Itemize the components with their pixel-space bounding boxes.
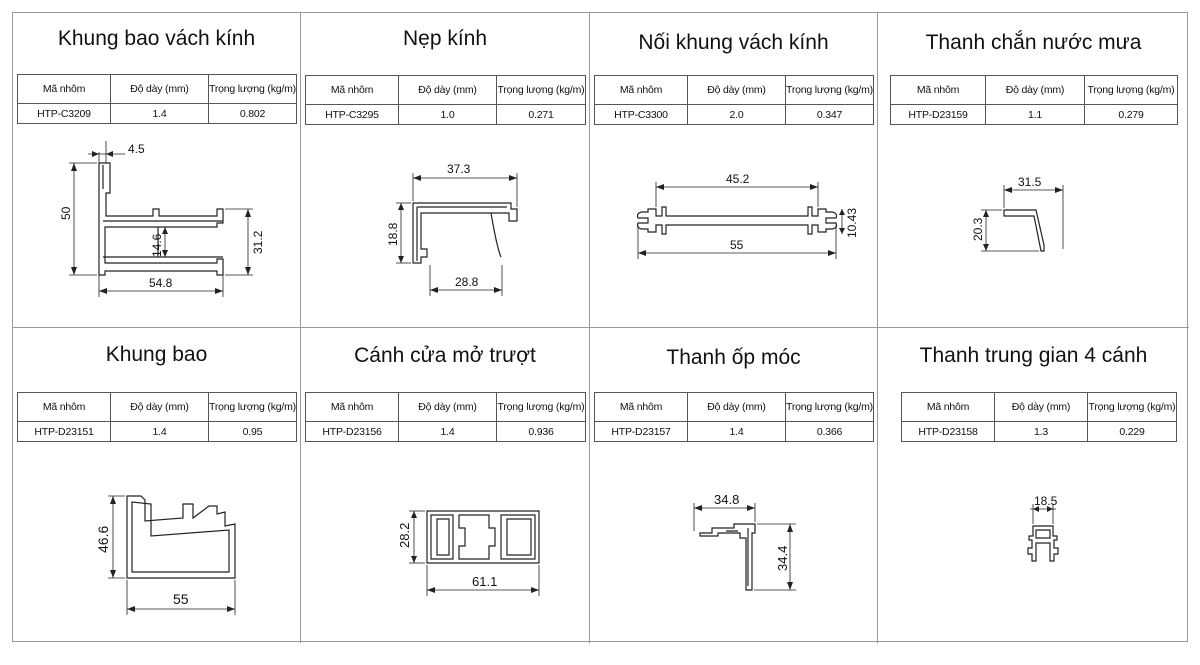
product-title: Thanh ốp móc — [666, 346, 801, 369]
product-title: Nối khung vách kính — [638, 31, 829, 54]
profile-drawing — [13, 328, 301, 643]
header-thickness: Độ dày (mm) — [111, 75, 209, 104]
header-weight: Trọng lượng (kg/m) — [497, 393, 586, 422]
profile-drawing — [590, 328, 878, 643]
weight-value: 0.279 — [1085, 105, 1178, 125]
dimension-label: 20.3 — [971, 217, 985, 241]
header-weight: Trọng lượng (kg/m) — [786, 76, 874, 105]
header-weight: Trọng lượng (kg/m) — [1088, 393, 1177, 422]
weight-value: 0.271 — [497, 105, 586, 125]
header-code: Mã nhôm — [891, 76, 986, 105]
product-card — [590, 328, 878, 643]
product-title: Khung bao — [105, 343, 208, 366]
dimension-label: 61.1 — [472, 574, 498, 589]
profile-drawing — [301, 13, 590, 328]
code-value: HTP-D23157 — [595, 422, 688, 442]
header-code: Mã nhôm — [18, 393, 111, 422]
header-code: Mã nhôm — [902, 393, 995, 422]
product-card — [590, 13, 878, 328]
code-value: HTP-C3300 — [595, 105, 688, 125]
product-card — [301, 13, 590, 328]
dimension-label: 28.2 — [397, 522, 412, 548]
header-thickness: Độ dày (mm) — [111, 393, 209, 422]
weight-value: 0.95 — [209, 422, 297, 442]
header-weight: Trọng lượng (kg/m) — [209, 75, 297, 104]
weight-value: 0.229 — [1088, 422, 1177, 442]
profile-catalog-grid — [12, 12, 1188, 642]
product-title: Thanh trung gian 4 cánh — [919, 344, 1148, 367]
header-thickness: Độ dày (mm) — [688, 76, 786, 105]
thickness-value: 1.0 — [399, 105, 497, 125]
profile-drawing — [13, 13, 301, 328]
code-value: HTP-C3295 — [306, 105, 399, 125]
dimension-label: 37.3 — [447, 162, 471, 176]
profile-drawing — [878, 13, 1189, 328]
thickness-value: 2.0 — [688, 105, 786, 125]
thickness-value: 1.4 — [111, 422, 209, 442]
code-value: HTP-C3209 — [18, 104, 111, 124]
header-code: Mã nhôm — [595, 76, 688, 105]
dimension-label: 31.2 — [251, 230, 265, 254]
code-value: HTP-D23156 — [306, 422, 399, 442]
weight-value: 0.802 — [209, 104, 297, 124]
dimension-label: 55 — [730, 238, 744, 252]
header-weight: Trọng lượng (kg/m) — [786, 393, 874, 422]
dimension-label: 31.5 — [1018, 175, 1042, 189]
dimension-label: 4.5 — [128, 142, 145, 156]
product-card — [13, 13, 301, 328]
profile-drawing — [878, 328, 1189, 643]
profile-drawing — [590, 13, 878, 328]
weight-value: 0.366 — [786, 422, 874, 442]
product-card — [878, 328, 1189, 643]
header-weight: Trọng lượng (kg/m) — [209, 393, 297, 422]
thickness-value: 1.4 — [111, 104, 209, 124]
header-code: Mã nhôm — [595, 393, 688, 422]
header-code: Mã nhôm — [306, 393, 399, 422]
dimension-label: 45.2 — [726, 172, 750, 186]
header-code: Mã nhôm — [306, 76, 399, 105]
product-title: Nẹp kính — [402, 27, 488, 50]
dimension-label: 28.8 — [455, 275, 479, 289]
thickness-value: 1.4 — [688, 422, 786, 442]
dimension-label: 50 — [59, 206, 73, 220]
header-thickness: Độ dày (mm) — [688, 393, 786, 422]
dimension-label: 10.43 — [845, 207, 859, 238]
header-thickness: Độ dày (mm) — [399, 393, 497, 422]
header-code: Mã nhôm — [18, 75, 111, 104]
product-title: Khung bao vách kính — [57, 27, 256, 50]
dimension-label: 34.8 — [714, 492, 740, 507]
header-thickness: Độ dày (mm) — [399, 76, 497, 105]
product-card — [878, 13, 1189, 328]
code-value: HTP-D23151 — [18, 422, 111, 442]
product-title: Cánh cửa mở trượt — [354, 344, 536, 367]
header-weight: Trọng lượng (kg/m) — [1085, 76, 1178, 105]
thickness-value: 1.3 — [995, 422, 1088, 442]
header-thickness: Độ dày (mm) — [995, 393, 1088, 422]
thickness-value: 1.1 — [986, 105, 1085, 125]
weight-value: 0.936 — [497, 422, 586, 442]
header-weight: Trọng lượng (kg/m) — [497, 76, 586, 105]
thickness-value: 1.4 — [399, 422, 497, 442]
header-thickness: Độ dày (mm) — [986, 76, 1085, 105]
dimension-label: 14.6 — [150, 233, 164, 257]
dimension-label: 46.6 — [95, 525, 111, 553]
product-card — [301, 328, 590, 643]
code-value: HTP-D23159 — [891, 105, 986, 125]
dimension-label: 18.8 — [386, 222, 400, 246]
product-title: Thanh chắn nước mưa — [925, 31, 1142, 54]
dimension-label: 54.8 — [149, 276, 173, 290]
dimension-label: 34.4 — [775, 545, 790, 571]
code-value: HTP-D23158 — [902, 422, 995, 442]
profile-drawing — [301, 328, 590, 643]
product-card — [13, 328, 301, 643]
weight-value: 0.347 — [786, 105, 874, 125]
dimension-label: 18.5 — [1034, 494, 1058, 508]
dimension-label: 55 — [173, 591, 189, 607]
